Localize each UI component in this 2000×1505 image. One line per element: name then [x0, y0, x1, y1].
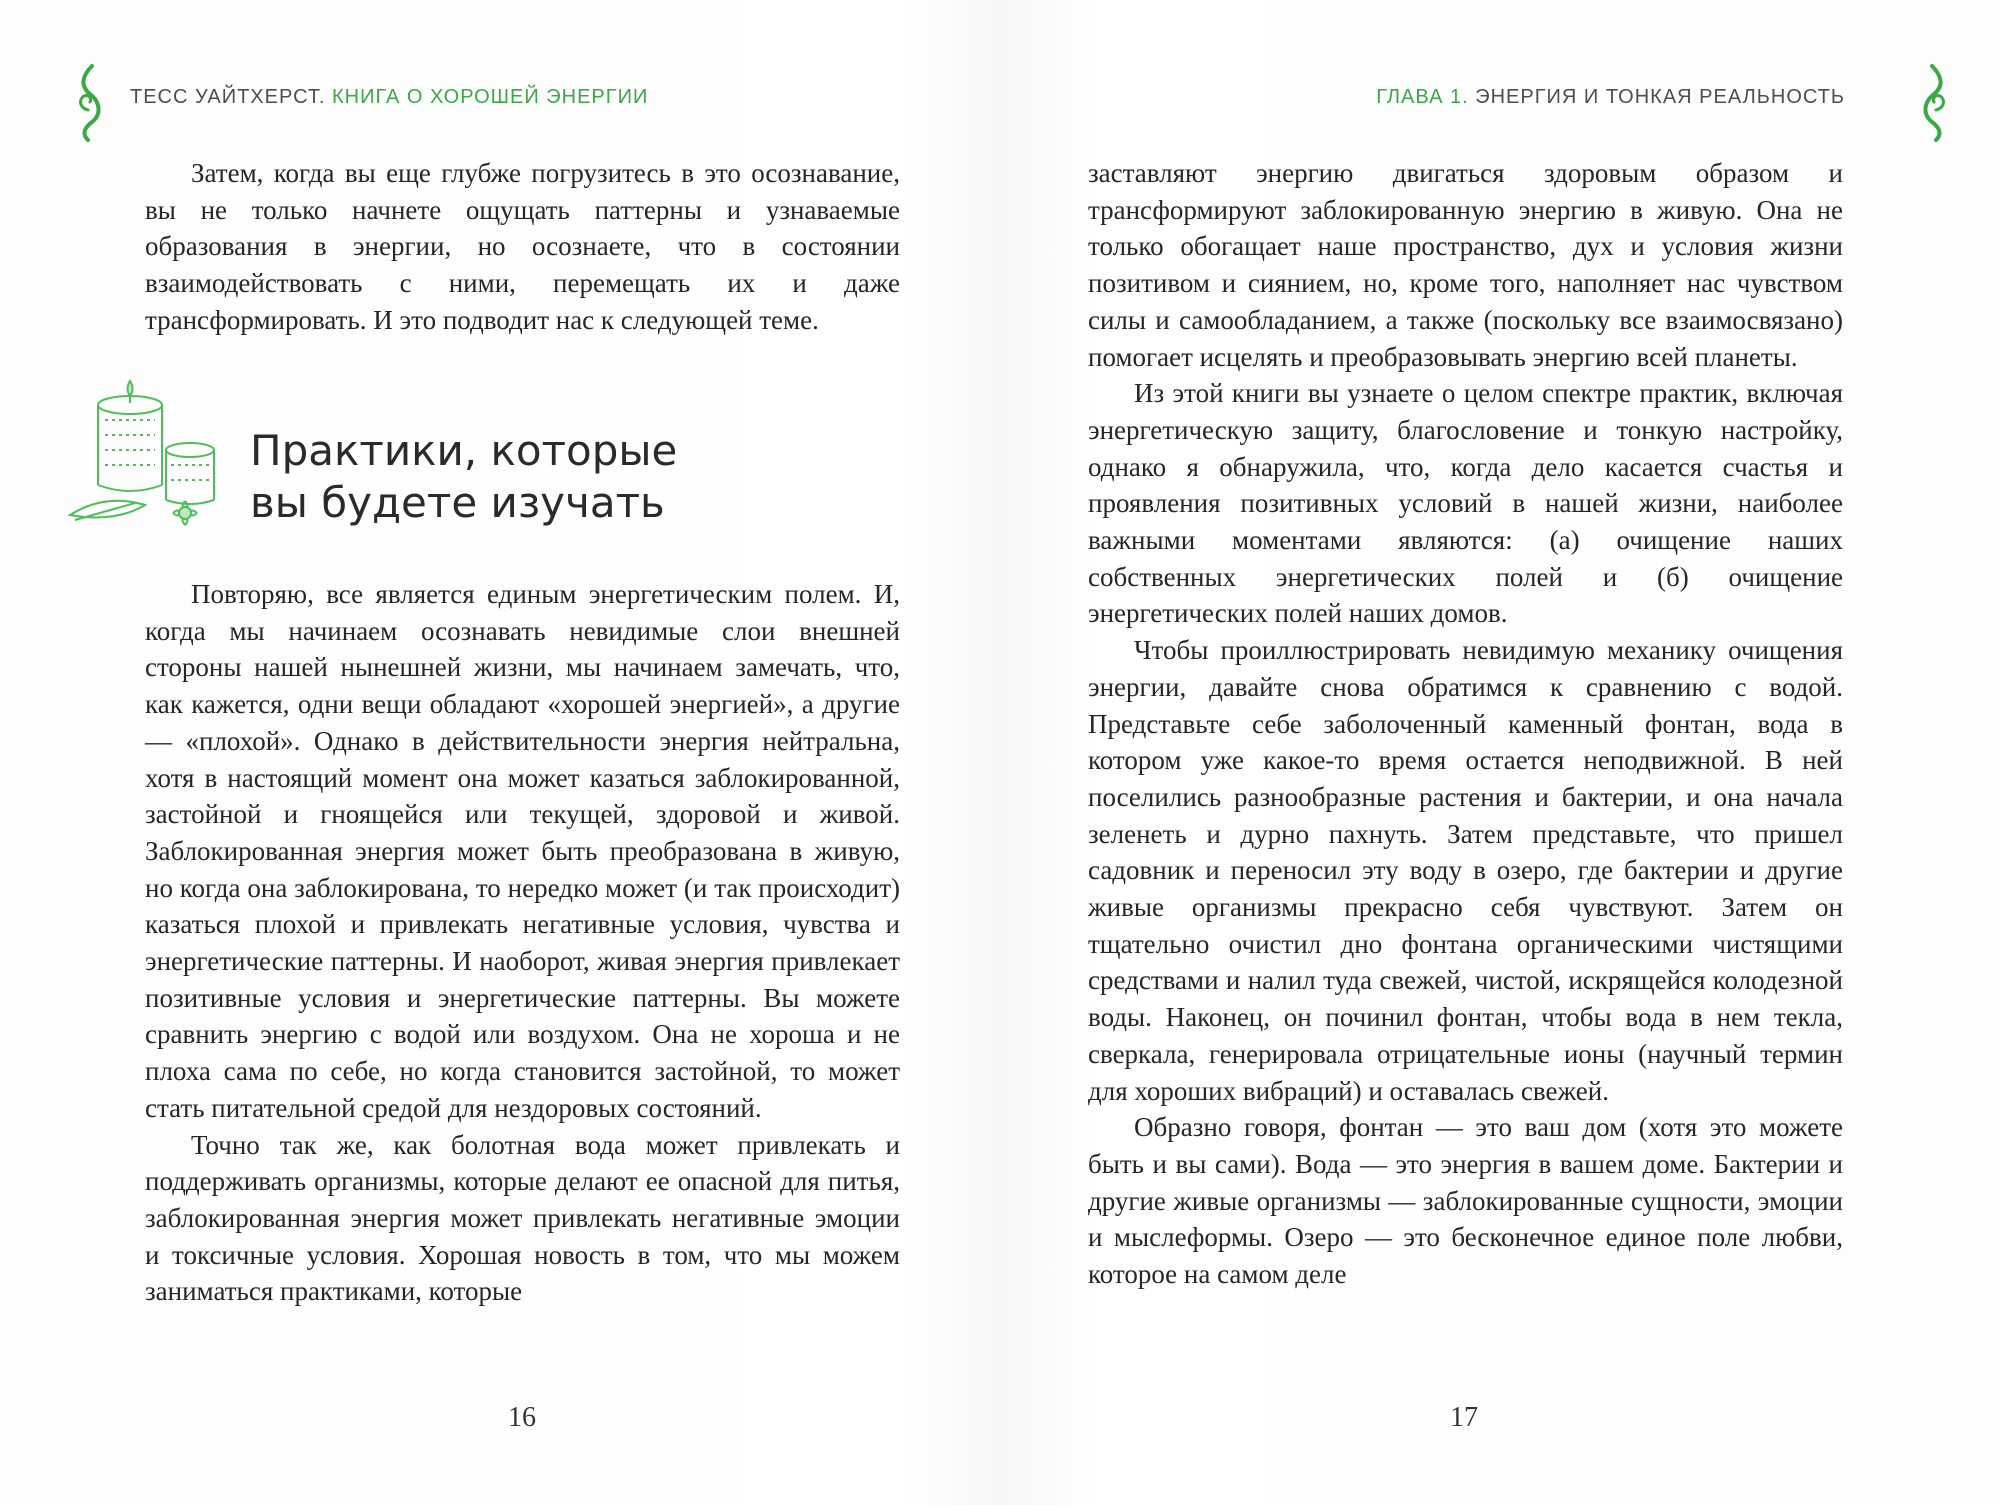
running-head-book-title: КНИГА О ХОРОШЕЙ ЭНЕРГИИ	[332, 86, 649, 108]
running-head-chapter-title: ЭНЕРГИЯ И ТОНКАЯ РЕАЛЬНОСТЬ	[1475, 86, 1845, 108]
right-page-text	[1088, 155, 1843, 1293]
paragraph: Затем, когда вы еще глубже погрузитесь в это осознавание, вы не только начнете ощущать паттерны и узнаваемые образования в энергии, но осознаете, что в состоянии взаимодействовать с ними, перемещать их и даже трансформировать. И это подводит нас к следующей теме.	[145, 158, 900, 335]
candles-illustration-icon	[65, 375, 240, 530]
swirl-ornament-icon	[1912, 62, 1952, 142]
section-heading	[250, 425, 770, 529]
swirl-ornament-icon	[72, 62, 112, 142]
running-head-right	[1376, 86, 1845, 109]
paragraph: Повторяю, все является единым энергетическим полем. И, когда мы начинаем осознавать невидимые слои внешней стороны нашей нынешней жизни, мы начинаем замечать, что, как кажется, одни вещи обладают «хорошей энергией», а другие — «плохой». Однако в действительности энергия нейтральна, хотя в настоящий момент она может казаться заблокированной, застойной и гноящейся или текущей, здоровой и живой. Заблокированная энергия может быть преобразована в живую, но когда она заблокирована, то нередко может (и так происходит) казаться плохой и привлекать негативные условия, чувства и энергетические паттерны. И наоборот, живая энергия привлекает позитивные условия и энергетические паттерны. Вы можете сравнить энергию с водой или воздухом. Она не хороша и не плоха сама по себе, но когда становится застойной, то может стать питательной средой для нездоровых состояний.	[145, 579, 900, 1123]
running-head-author: ТЕСС УАЙТХЕРСТ.	[130, 86, 326, 108]
page-number-right: 17	[1450, 1402, 1478, 1433]
running-head-chapter: ГЛАВА 1.	[1376, 86, 1469, 108]
paragraph: Из этой книги вы узнаете о целом спектре практик, включая энергетическую защиту, благословение и тонкую настройку, однако я обнаружила, что, когда дело касается счастья и проявления позитивных условий в нашей жизни, наиболее важными моментами являются: (а) очищение наших собственных энергетических полей и (б) очищение энергетических полей наших домов.	[1088, 378, 1843, 629]
running-head-left	[130, 86, 648, 109]
page-number-left: 16	[508, 1402, 536, 1433]
paragraph: Точно так же, как болотная вода может привлекать и поддерживать организмы, которые делают ее опасной для питья, заблокированная энергия может привлекать негативные эмоции и токсичные условия. Хорошая новость в том, что мы можем заниматься практиками, которые	[145, 1129, 900, 1307]
left-page-intro-text	[145, 155, 900, 339]
paragraph: заставляют энергию двигаться здоровым образом и трансформируют заблокированную энергию в живую. Она не только обогащает наше пространство, дух и условия жизни позитивом и сиянием, но, кроме того, наполняет нас чувством силы и самообладанием, а также (поскольку все взаимосвязано) помогает исцелять и преобразовывать энергию всей планеты.	[1088, 158, 1843, 372]
section-heading-line-1: Практики, которые	[250, 426, 678, 475]
section-heading-line-2: вы будете изучать	[250, 478, 665, 527]
right-page	[1000, 0, 2000, 1505]
paragraph: Чтобы проиллюстрировать невидимую механику очищения энергии, давайте снова обратимся к сравнению с водой. Представьте себе заболоченный каменный фонтан, вода в котором уже какое-то время остается неподвижной. В ней поселились разнообразные растения и бактерии, и она начала зеленеть и дурно пахнуть. Затем представьте, что пришел садовник и переносил эту воду в озеро, где бактерии и другие живые организмы прекрасно себя чувствуют. Затем он тщательно очистил дно фонтана органическими чистящими средствами и налил туда свежей, чистой, искрящейся колодезной воды. Наконец, он починил фонтан, чтобы вода в нем текла, сверкала, генерировала отрицательные ионы (научный термин для хороших вибраций) и оставалась свежей.	[1088, 635, 1843, 1106]
left-page-main-text	[145, 576, 900, 1310]
paragraph: Образно говоря, фонтан — это ваш дом (хотя это можете быть и вы сами). Вода — это энергия в вашем доме. Бактерии и другие живые организмы — заблокированные сущности, эмоции и мыслеформы. Озеро — это бесконечное единое поле любви, которое на самом деле	[1088, 1112, 1843, 1290]
